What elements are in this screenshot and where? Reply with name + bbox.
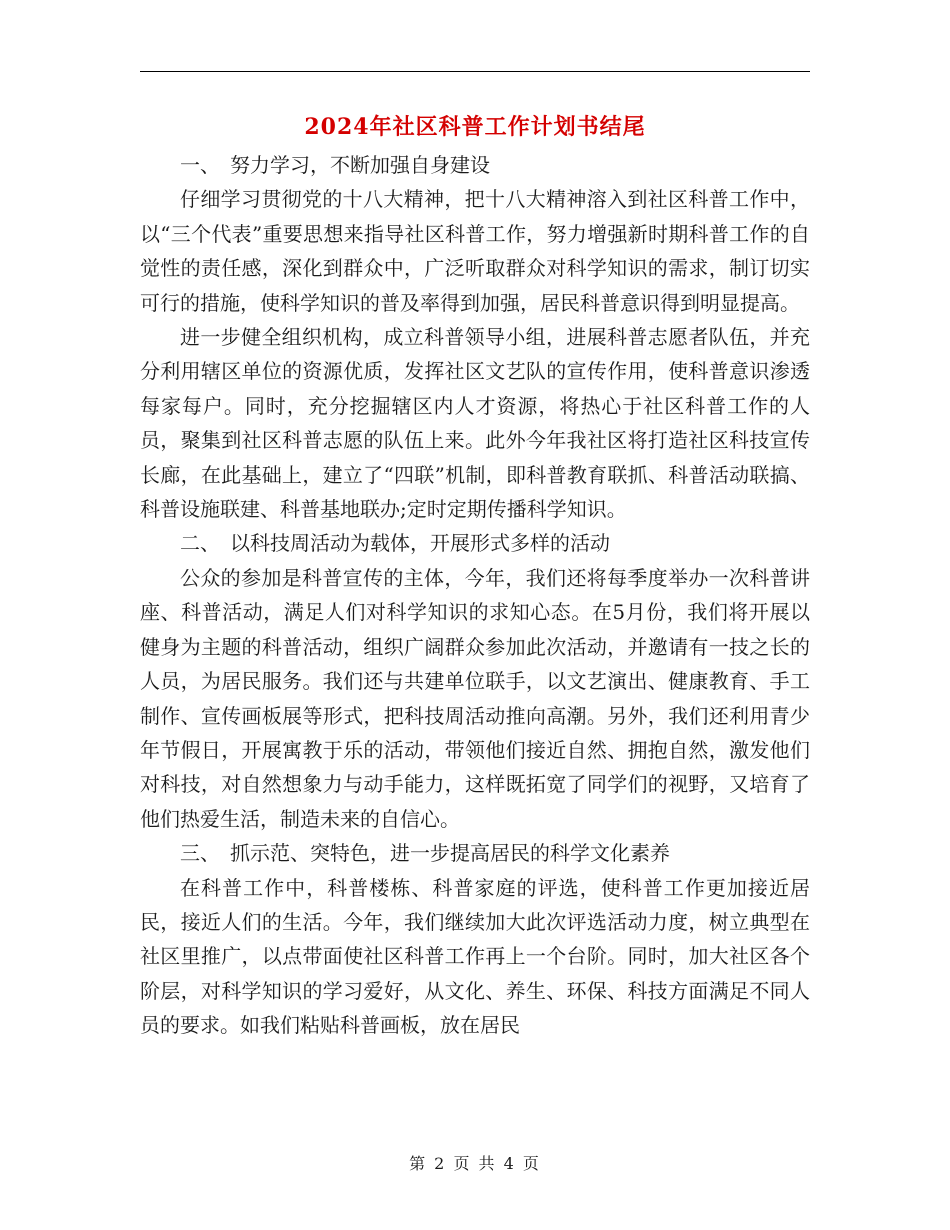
paragraph: 进一步健全组织机构，成立科普领导小组，进展科普志愿者队伍，并充分利用辖区单位的资源优质，发挥社区文艺队的宣传作用，使科普意识渗透每家每户。同时，充分挖掘辖区内人才资源，将热心于社区科普工作的人员，聚集到社区科普志愿的队伍上来。此外今年我社区将打造社区科技宣传长廊，在此基础上，建立了“四联”机制，即科普教育联抓、科普活动联搞、科普设施联建、科普基地联办;定时定期传播科学知识。 [140, 325, 810, 522]
section-heading: 三、 抓示范、突特色，进一步提高居民的科学文化素养 [180, 841, 670, 866]
paragraph: 仔细学习贯彻党的十八大精神，把十八大精神溶入到社区科普工作中，以“三个代表”重要思想来指导社区科普工作，努力增强新时期科普工作的自觉性的责任感，深化到群众中，广泛听取群众对科学知识的需求，制订切实可行的措施，使科学知识的普及率得到加强，居民科普意识得到明显提高。 [140, 187, 810, 315]
section-1 [140, 148, 810, 526]
paragraph: 在科普工作中，科普楼栋、科普家庭的评选，使科普工作更加接近居民，接近人们的生活。今年，我们继续加大此次评选活动力度，树立典型在社区里推广，以点带面使社区科普工作再上一个台阶。同时，加大社区各个阶层，对科学知识的学习爱好，从文化、养生、环保、科技方面满足不同人员的要求。如我们粘贴科普画板，放在居民 [140, 875, 810, 1038]
section-2 [140, 526, 810, 836]
section-heading: 一、 努力学习，不断加强自身建设 [180, 153, 490, 177]
document-title: 2024年社区科普工作计划书结尾 [304, 114, 646, 140]
document-body [140, 148, 810, 1043]
page-number: 第 2 页 共 4 页 [409, 1154, 541, 1173]
section-heading: 二、 以科技周活动为载体，开展形式多样的活动 [180, 531, 610, 556]
header-rule [140, 71, 810, 72]
section-3 [140, 836, 810, 1042]
paragraph: 公众的参加是科普宣传的主体，今年，我们还将每季度举办一次科普讲座、科普活动，满足人们对科学知识的求知心态。在5月份，我们将开展以健身为主题的科普活动，组织广阔群众参加此次活动，并邀请有一技之长的人员，为居民服务。我们还与共建单位联手，以文艺演出、健康教育、手工制作、宣传画板展等形式，把科技周活动推向高潮。另外，我们还利用青少年节假日，开展寓教于乐的活动，带领他们接近自然、拥抱自然，激发他们对科技，对自然想象力与动手能力，这样既拓宽了同学们的视野，又培育了他们热爱生活，制造未来的自信心。 [140, 565, 810, 831]
